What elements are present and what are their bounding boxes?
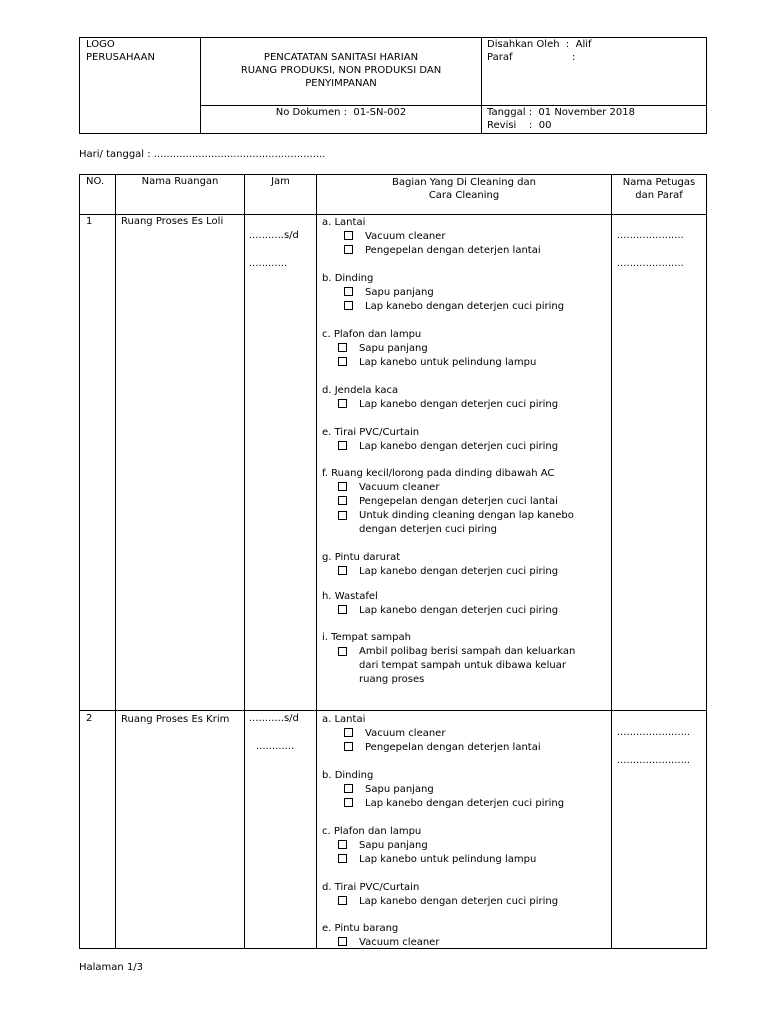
cleaning-step-item — [344, 230, 445, 244]
checkbox[interactable] — [338, 399, 347, 408]
cleaning-area-title: a. Lantai — [322, 714, 366, 725]
checkbox[interactable] — [338, 566, 347, 575]
table-column-divider — [244, 174, 245, 949]
cleaning-area-title: c. Plafon dan lampu — [322, 826, 422, 837]
column-header-room: Nama Ruangan — [141, 176, 219, 187]
table-column-divider — [316, 174, 317, 949]
cleaning-step-item — [344, 797, 564, 811]
row-number: 2 — [86, 713, 93, 724]
approved-by: Disahkan Oleh : Alif — [487, 39, 592, 50]
cleaning-step-item — [338, 342, 428, 356]
cleaning-step-item — [338, 398, 558, 412]
column-header-no: NO. — [86, 176, 105, 187]
checkbox[interactable] — [338, 343, 347, 352]
checkbox[interactable] — [338, 511, 347, 520]
cleaning-area-title: e. Tirai PVC/Curtain — [322, 427, 420, 438]
time-end-field[interactable]: ............ — [256, 741, 295, 752]
document-revision: Revisi : 00 — [487, 120, 552, 131]
cleaning-step-label: Sapu panjang — [359, 840, 428, 851]
day-date-field[interactable]: Hari/ tanggal : ...................................................... — [79, 149, 326, 160]
cleaning-step-item — [344, 741, 541, 755]
cleaning-step-label: Vacuum cleaner — [359, 937, 440, 948]
room-name: Ruang Proses Es Loli — [121, 216, 224, 227]
cleaning-step-label: Lap kanebo untuk pelindung lampu — [359, 854, 537, 865]
cleaning-step-item — [338, 509, 590, 537]
cleaning-step-label: Ambil polibag berisi sampah dan keluarkan dari tempat sampah untuk dibawa keluar ruang proses — [359, 646, 576, 685]
officer-signature-field[interactable]: ..................... — [617, 258, 684, 269]
document-title-line: PENYIMPANAN — [305, 78, 377, 89]
cleaning-area-title: b. Dinding — [322, 770, 374, 781]
signature-label: Paraf — [487, 52, 513, 63]
header-divider — [481, 37, 482, 134]
cleaning-step-item — [338, 481, 439, 495]
document-title-line: RUANG PRODUKSI, NON PRODUKSI DAN — [240, 65, 442, 76]
cleaning-area-title: i. Tempat sampah — [322, 632, 411, 643]
cleaning-step-label: Lap kanebo dengan deterjen cuci piring — [359, 566, 559, 577]
checkbox[interactable] — [338, 357, 347, 366]
cleaning-step-label: Vacuum cleaner — [365, 231, 446, 242]
officer-name-field[interactable]: ..................... — [617, 230, 684, 241]
cleaning-area-title: e. Pintu barang — [322, 923, 399, 934]
checkbox[interactable] — [344, 784, 353, 793]
column-header-officer: Nama Petugas dan Paraf — [622, 177, 696, 201]
document-date: Tanggal : 01 November 2018 — [487, 107, 635, 118]
cleaning-step-item — [338, 440, 558, 454]
document-title — [202, 51, 480, 90]
row-number: 1 — [86, 216, 93, 227]
cleaning-step-item — [338, 495, 558, 509]
cleaning-area-title: b. Dinding — [322, 273, 374, 284]
column-header-time: Jam — [271, 176, 290, 187]
document-title-line: PENCATATAN SANITASI HARIAN — [263, 52, 419, 63]
checkbox[interactable] — [338, 441, 347, 450]
cleaning-step-label: Vacuum cleaner — [359, 482, 440, 493]
table-row-divider — [79, 214, 707, 215]
officer-signature-field[interactable]: ....................... — [617, 755, 691, 766]
cleaning-step-item — [338, 853, 536, 867]
checkbox[interactable] — [338, 605, 347, 614]
officer-name-field[interactable]: ....................... — [617, 727, 691, 738]
cleaning-step-label: Lap kanebo dengan deterjen cuci piring — [365, 798, 565, 809]
cleaning-area-title: f. Ruang kecil/lorong pada dinding dibawah AC — [322, 468, 555, 479]
company-logo-placeholder: LOGO PERUSAHAAN — [86, 39, 155, 63]
cleaning-step-label: Lap kanebo dengan deterjen cuci piring — [365, 301, 565, 312]
cleaning-step-item — [338, 895, 558, 909]
checkbox[interactable] — [338, 482, 347, 491]
cleaning-step-item — [344, 783, 434, 797]
checkbox[interactable] — [338, 840, 347, 849]
checkbox[interactable] — [338, 937, 347, 946]
cleaning-step-label: Lap kanebo dengan deterjen cuci piring — [359, 896, 559, 907]
cleaning-step-label: Lap kanebo dengan deterjen cuci piring — [359, 605, 559, 616]
page-number: Halaman 1/3 — [79, 962, 144, 973]
cleaning-step-label: Lap kanebo dengan deterjen cuci piring — [359, 441, 559, 452]
checkbox[interactable] — [344, 231, 353, 240]
cleaning-area-title: a. Lantai — [322, 217, 366, 228]
checkbox[interactable] — [344, 245, 353, 254]
time-start-field[interactable]: ...........s/d — [249, 713, 299, 724]
column-header-line: Cara Cleaning — [428, 190, 500, 201]
cleaning-step-item — [338, 839, 428, 853]
cleaning-step-item — [338, 356, 536, 370]
checkbox[interactable] — [344, 728, 353, 737]
cleaning-step-item — [338, 565, 558, 579]
checkbox[interactable] — [344, 742, 353, 751]
checkbox[interactable] — [338, 854, 347, 863]
cleaning-step-label: Sapu panjang — [365, 784, 434, 795]
room-name: Ruang Proses Es Krim — [121, 714, 230, 725]
cleaning-step-item — [344, 300, 564, 314]
cleaning-step-label: Pengepelan dengan deterjen lantai — [365, 245, 541, 256]
checkbox[interactable] — [344, 798, 353, 807]
cleaning-step-item — [338, 936, 439, 950]
cleaning-step-label: Untuk dinding cleaning dengan lap kanebo dengan deterjen cuci piring — [359, 510, 574, 535]
cleaning-area-title: d. Tirai PVC/Curtain — [322, 882, 420, 893]
cleaning-step-label: Lap kanebo untuk pelindung lampu — [359, 357, 537, 368]
checkbox[interactable] — [338, 896, 347, 905]
cleaning-step-item — [338, 604, 558, 618]
cleaning-step-item — [338, 645, 590, 687]
checkbox[interactable] — [338, 496, 347, 505]
time-start-field[interactable]: ...........s/d — [249, 230, 299, 241]
signature-colon: : — [572, 52, 576, 63]
checkbox[interactable] — [338, 647, 347, 656]
time-end-field[interactable]: ............ — [249, 258, 288, 269]
cleaning-step-label: Sapu panjang — [365, 287, 434, 298]
cleaning-area-title: c. Plafon dan lampu — [322, 329, 422, 340]
cleaning-step-item — [344, 727, 445, 741]
table-column-divider — [611, 174, 612, 949]
table-row-divider — [79, 710, 707, 711]
cleaning-step-label: Pengepelan dengan deterjen lantai — [365, 742, 541, 753]
cleaning-step-item — [344, 244, 541, 258]
cleaning-area-title: g. Pintu darurat — [322, 552, 401, 563]
column-header-cleaning-part — [317, 176, 611, 202]
cleaning-step-label: Lap kanebo dengan deterjen cuci piring — [359, 399, 559, 410]
table-column-divider — [115, 174, 116, 949]
document-number: No Dokumen : 01-SN-002 — [275, 107, 407, 118]
checkbox[interactable] — [344, 287, 353, 296]
header-divider — [200, 37, 201, 134]
column-header-line: Bagian Yang Di Cleaning dan — [392, 177, 536, 188]
cleaning-step-label: Sapu panjang — [359, 343, 428, 354]
cleaning-step-item — [344, 286, 434, 300]
cleaning-step-label: Vacuum cleaner — [365, 728, 446, 739]
checkbox[interactable] — [344, 301, 353, 310]
cleaning-area-title: d. Jendela kaca — [322, 385, 399, 396]
cleaning-step-label: Pengepelan dengan deterjen cuci lantai — [359, 496, 558, 507]
cleaning-area-title: h. Wastafel — [322, 591, 378, 602]
